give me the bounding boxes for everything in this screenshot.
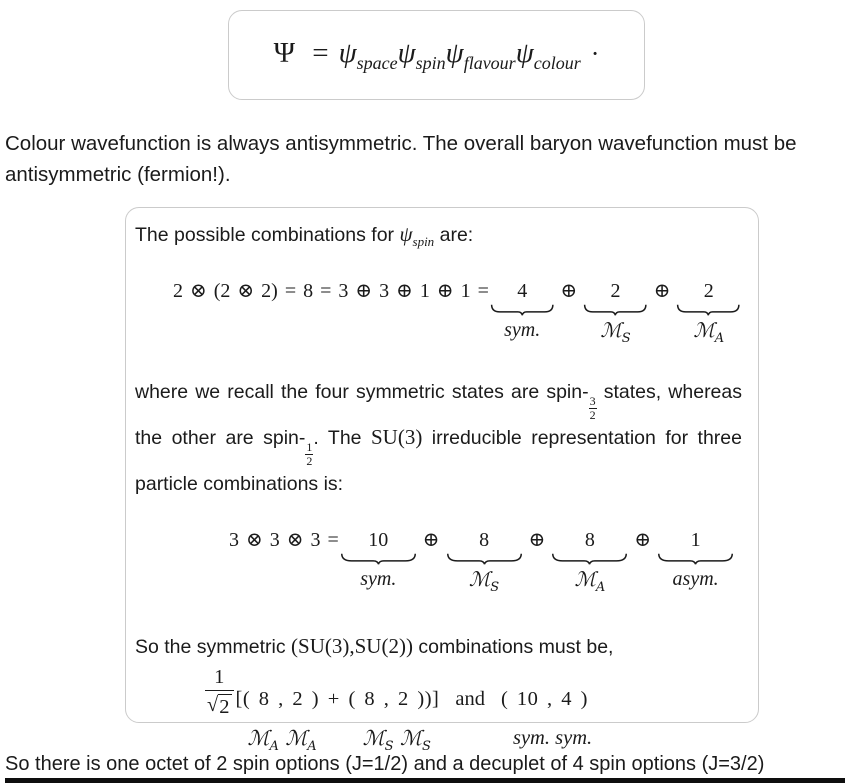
braced-term-8-ms bbox=[447, 527, 522, 599]
script-m: ℳ bbox=[400, 726, 422, 751]
psi-space-subscript: space bbox=[356, 52, 398, 73]
octet-expression bbox=[236, 686, 440, 712]
braced-term-2-ms bbox=[584, 278, 647, 350]
underbrace-icon bbox=[447, 553, 522, 565]
script-m: ℳ bbox=[600, 318, 622, 343]
oplus-operator: ⊕ bbox=[422, 529, 440, 552]
end-dot: · bbox=[590, 38, 600, 68]
para-segment: where we recall the four symmetric states are spin- bbox=[135, 381, 589, 404]
braced-term-4-sym bbox=[491, 278, 554, 341]
open-bracket: [ bbox=[235, 688, 243, 711]
underbrace-icon bbox=[658, 553, 733, 565]
equals-sign: = bbox=[312, 36, 329, 69]
colour-antisymmetric-paragraph: Colour wavefunction is always antisymmetric. The overall baryon wavefunction must be antisymmetric (fermion!). bbox=[5, 132, 797, 186]
underbrace-icon bbox=[341, 553, 416, 565]
psi-colour: ψ bbox=[515, 36, 534, 69]
one-over-sqrt2-fraction bbox=[205, 666, 234, 719]
psi-space: ψ bbox=[338, 36, 357, 69]
subscript-s: S bbox=[384, 739, 394, 755]
plus-sign: + bbox=[327, 688, 340, 711]
fraction-denominator: 2 bbox=[306, 453, 313, 468]
psi-spin-subscript: spin bbox=[415, 52, 446, 73]
fraction-denominator: 2 bbox=[589, 407, 596, 422]
symmetric-combinations-line bbox=[135, 633, 742, 660]
term-value: 4 bbox=[517, 280, 528, 303]
subscript-s: S bbox=[621, 331, 631, 347]
subscript-a: A bbox=[595, 580, 606, 596]
script-m: ℳ bbox=[362, 726, 385, 751]
term-value: 8 bbox=[584, 529, 595, 552]
subscript-a: A bbox=[307, 739, 317, 755]
spin-flavour-combinations-box bbox=[125, 207, 759, 755]
braced-term-8-ma bbox=[552, 527, 627, 599]
term-value: 1 bbox=[690, 529, 701, 552]
octet-group bbox=[236, 686, 440, 759]
brace-label-asym: asym. bbox=[672, 568, 719, 591]
spin-states-paragraph bbox=[135, 376, 742, 500]
intro-text-pre: The possible combinations for bbox=[135, 224, 400, 246]
fraction-numerator: 3 bbox=[589, 394, 596, 409]
script-m: ℳ bbox=[247, 726, 270, 751]
brace-label-sym: sym. bbox=[360, 568, 397, 591]
script-m: ℳ bbox=[574, 567, 596, 592]
pair-10-4: ( 10 , 4 ) bbox=[500, 688, 589, 711]
spin-decomposition-equation bbox=[173, 278, 742, 350]
oplus-operator: ⊕ bbox=[560, 280, 578, 303]
and-word: and bbox=[455, 688, 485, 711]
term-value: 8 bbox=[479, 529, 490, 552]
brace-label-sym: sym. bbox=[504, 319, 541, 342]
oplus-operator: ⊕ bbox=[653, 280, 671, 303]
brace-label-ma bbox=[574, 568, 605, 599]
term-value: 2 bbox=[703, 280, 714, 303]
radical-sign: √ bbox=[207, 693, 219, 716]
fraction-numerator: 1 bbox=[214, 666, 225, 689]
underbrace-icon bbox=[552, 553, 627, 565]
brace-label-ma bbox=[693, 319, 724, 350]
para-segment: . The bbox=[313, 427, 371, 450]
oplus-operator: ⊕ bbox=[634, 529, 652, 552]
octet-decuplet-summary: So there is one octet of 2 spin options (J=1/2) and a decuplet of 4 spin options (J=3/2) bbox=[5, 753, 765, 775]
su3-equation-lhs: 3 ⊗ 3 ⊗ 3 = bbox=[229, 529, 339, 552]
underbrace-icon bbox=[677, 304, 740, 316]
term-value: 10 bbox=[368, 529, 389, 552]
subscript-a: A bbox=[269, 739, 279, 755]
decuplet-group bbox=[501, 686, 592, 750]
line-text-pre: So the symmetric bbox=[135, 636, 292, 659]
braced-term-1-asym bbox=[658, 527, 733, 590]
brace-label-ms bbox=[469, 568, 499, 599]
para-segment: irreducible representation for three particle combinations is: bbox=[135, 427, 742, 495]
subscript-s: S bbox=[421, 739, 431, 755]
label-sym-sym: sym. sym. bbox=[512, 727, 593, 750]
fraction-denominator bbox=[205, 690, 234, 720]
script-m: ℳ bbox=[693, 318, 715, 343]
spin-combinations-intro bbox=[135, 220, 742, 256]
fraction-numerator: 1 bbox=[306, 440, 313, 455]
oplus-operator: ⊕ bbox=[528, 529, 546, 552]
combined-representation-equation bbox=[205, 666, 742, 759]
subscript-s: S bbox=[490, 580, 500, 596]
su3-decomposition-equation bbox=[229, 527, 742, 599]
pair-8-2-first: ( 8 , 2 ) bbox=[242, 688, 320, 711]
psi-colour-subscript: colour bbox=[533, 52, 581, 73]
braced-term-2-ma bbox=[677, 278, 740, 350]
script-m: ℳ bbox=[285, 726, 308, 751]
intro-text-post: are: bbox=[434, 224, 474, 246]
psi-flavour-subscript: flavour bbox=[463, 52, 516, 73]
bottom-rule bbox=[5, 778, 845, 783]
underbrace-icon bbox=[584, 304, 647, 316]
line-text-post: combinations must be, bbox=[412, 636, 614, 659]
underbrace-icon bbox=[491, 304, 554, 316]
radicand: 2 bbox=[219, 695, 230, 718]
script-m: ℳ bbox=[468, 567, 491, 592]
term-value: 2 bbox=[610, 280, 621, 303]
close-bracket: )] bbox=[424, 688, 440, 711]
brace-label-ms bbox=[600, 319, 630, 350]
su3-su2-symbol: (SU(3),SU(2)) bbox=[291, 634, 413, 659]
wavefunction-equation bbox=[274, 37, 600, 74]
psi-spin-variable bbox=[399, 222, 435, 250]
psi-spin: ψ bbox=[397, 36, 416, 69]
fraction-three-halves bbox=[589, 395, 597, 421]
spin-subscript: spin bbox=[412, 234, 435, 250]
spin-equation-lhs: 2 ⊗ (2 ⊗ 2) = 8 = 3 ⊕ 3 ⊕ 1 ⊕ 1 = bbox=[173, 280, 489, 303]
psi-glyph: ψ bbox=[399, 222, 413, 246]
subscript-a: A bbox=[714, 331, 725, 347]
braced-term-10-sym bbox=[341, 527, 416, 590]
pair-8-2-second: ( 8 , 2 ) bbox=[348, 688, 425, 711]
wavefunction-product-box bbox=[228, 10, 645, 100]
psi-flavour: ψ bbox=[445, 36, 464, 69]
su3-symbol: SU(3) bbox=[370, 425, 423, 450]
para-segment: states, whereas the other are spin- bbox=[135, 381, 742, 450]
capital-psi: Ψ bbox=[273, 36, 296, 69]
